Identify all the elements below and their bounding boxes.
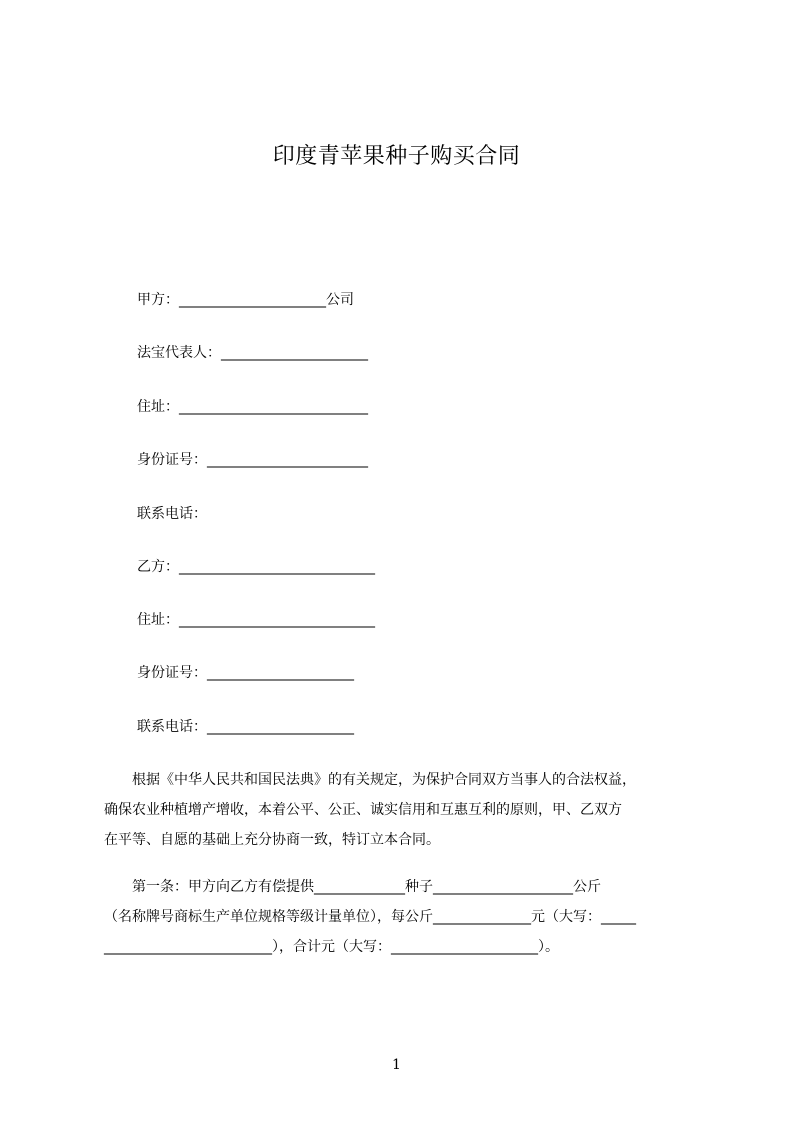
- party-b-address-field: 住址：____________________________: [137, 612, 375, 628]
- document-title: 印度青苹果种子购买合同: [272, 144, 521, 169]
- party-a-field: 甲方：_____________________公司: [137, 292, 354, 308]
- preamble-line: 根据《中华人民共和国民法典》的有关规定，为保护合同双方当事人的合法权益，: [104, 772, 636, 788]
- page-number: 1: [392, 1057, 401, 1073]
- party-a-phone-field: 联系电话：: [137, 506, 207, 522]
- article-1-line: 第一条：甲方向乙方有偿提供_____________种子____________________公斤: [104, 879, 601, 895]
- preamble-line: 在平等、自愿的基础上充分协商一致，特订立本合同。: [104, 832, 440, 848]
- party-a-id-number-field: 身份证号：_______________________: [137, 452, 368, 468]
- legal-representative-field: 法宝代表人：_____________________: [137, 345, 368, 361]
- article-1-line: ________________________），合计元（大写：_____________________）。: [104, 939, 559, 955]
- article-1-line: （名称牌号商标生产单位规格等级计量单位），每公斤______________元（大写：_____: [104, 909, 636, 925]
- article-1-paragraph: [104, 872, 704, 962]
- preamble-paragraph: [104, 765, 704, 855]
- party-b-id-number-field: 身份证号：_____________________: [137, 665, 354, 681]
- preamble-line: 确保农业种植增产增收，本着公平、公正、诚实信用和互惠互利的原则，甲、乙双方: [104, 802, 622, 818]
- party-a-address-field: 住址：___________________________: [137, 399, 368, 415]
- party-b-field: 乙方：____________________________: [137, 559, 375, 575]
- party-b-phone-field: 联系电话：_____________________: [137, 719, 354, 735]
